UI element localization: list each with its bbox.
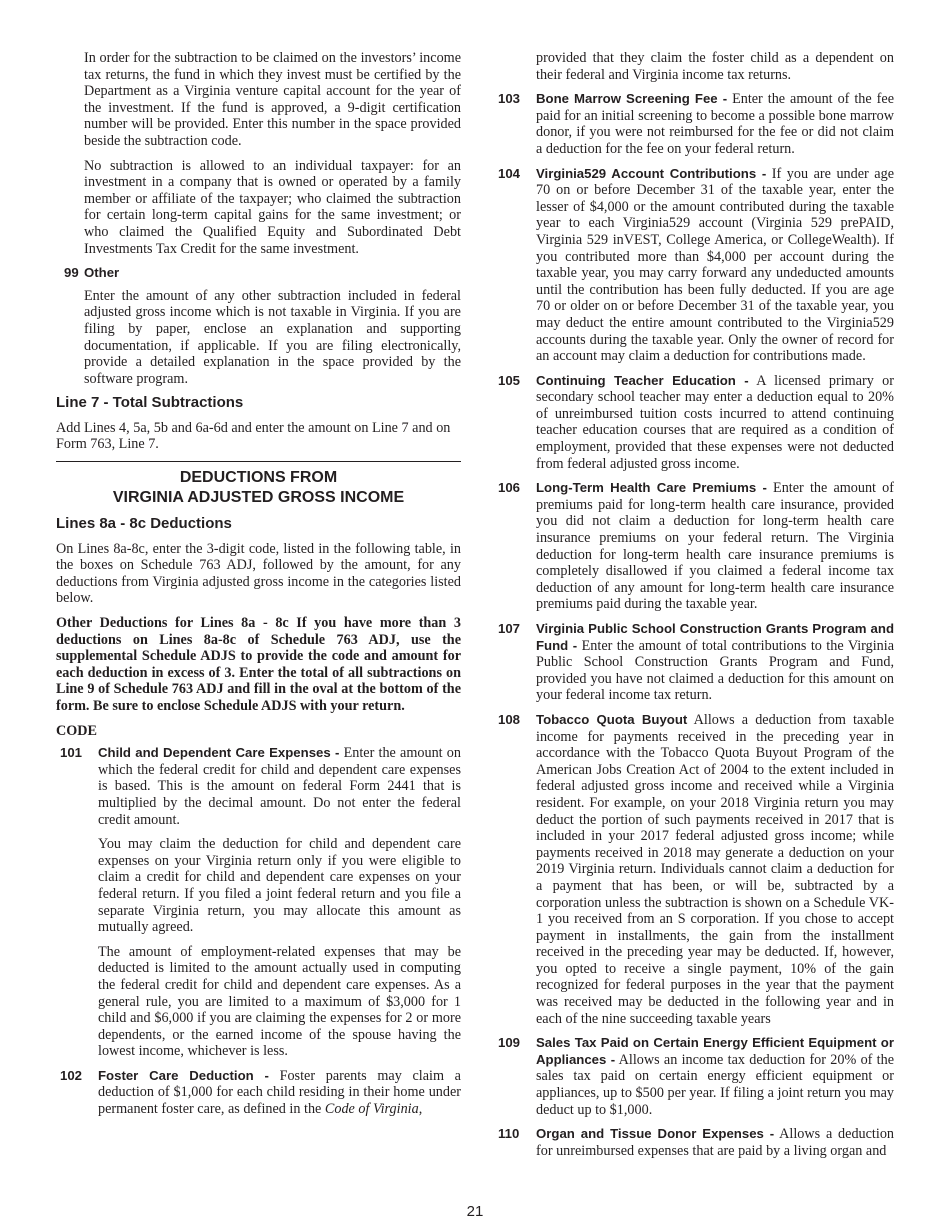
lines-8-text: On Lines 8a-8c, enter the 3-digit code, listed in the following table, in the boxes on Schedule 763 ADJ, followed by the amount, for any deductions from Virginia adjusted gross income in the categories listed below. <box>56 540 461 607</box>
deductions-title-line-2: VIRGINIA ADJUSTED GROSS INCOME <box>112 489 405 507</box>
code-109-title: Sales Tax Paid on Certain Energy Efficient Equipment or Appliances - <box>536 1035 894 1067</box>
deductions-title-line-1: DEDUCTIONS FROM <box>179 469 338 487</box>
code-101-paragraph-2: You may claim the deduction for child and dependent care expenses on your Virginia return only if you were eligible to claim a credit for child and dependent care expenses on your federal return. If you filed a joint federal return and you file a separate Virginia return, you may allocate this amount as mutually agreed. <box>98 836 461 936</box>
code-110-title: Organ and Tissue Donor Expenses - <box>536 1126 775 1142</box>
code-103-title: Bone Marrow Screening Fee - <box>536 91 728 107</box>
code-106-title: Long-Term Health Care Premiums - <box>536 480 767 496</box>
code-105-title: Continuing Teacher Education - <box>536 372 749 388</box>
code-101-text: Enter the amount on which the federal credit for child and dependent care expenses is based. This is the amount on federal Form 2441 that is multiplied by the decimal amount. Do not enter the federal credit amount. <box>98 745 461 828</box>
section-divider <box>56 461 461 462</box>
code-103-number: 103 <box>498 91 521 107</box>
code-103-entry <box>494 91 894 157</box>
page-number: 21 <box>466 1203 484 1220</box>
code-106-number: 106 <box>498 480 521 496</box>
code-102-text: Foster parents may claim a deduction of $1,000 for each child residing in their home under permanent foster care, as defined in the <box>98 1067 461 1118</box>
code-106-text: Enter the amount of premiums paid for long-term health care insurance, provided you did not claim a deduction for long-term health care insurance premiums on your federal return. The Virginia deduction for long-term health care insurance premiums is completely disallowed if you claimed a federal income tax deduction of any amount for long-term health care insurance premiums paid during the taxable year. <box>536 480 895 613</box>
code-102-continuation: provided that they claim the foster child as a dependent on their federal and Virginia income tax returns. <box>536 50 894 83</box>
item-99-text: Enter the amount of any other subtraction included in federal adjusted gross income which is not taxable in Virginia. If you are filing by paper, enclose an explanation and supporting documentation, if applicable. If you are filing electronically, provide a detailed explanation in the space provided by the software program. <box>84 287 461 387</box>
item-99-title: Other <box>84 265 120 281</box>
code-108-number: 108 <box>498 711 521 727</box>
left-column <box>56 50 461 1126</box>
code-102-text-end: , <box>418 1101 423 1118</box>
code-107-entry <box>494 621 894 704</box>
code-103-text: Enter the amount of the fee paid for an initial screening to become a possible bone marrow donor, if you were not reimbursed for the fee or did not claim a deduction for the fee on your federal return. <box>536 91 894 157</box>
code-104-title: Virginia529 Account Contributions - <box>536 165 767 181</box>
code-101-number: 101 <box>60 745 83 761</box>
code-109-number: 109 <box>498 1035 521 1051</box>
code-108-text: Allows a deduction from taxable income for payments received in the preceding year in accordance with the Tobacco Quota Buyout Program of the American Jobs Creation Act of 2004 to the extent included in federal adjusted gross income and received while a Virginia resident. For example, on your 2018 Virginia return you may deduct the portion of such payments received in 2017 that is included in your 2017 federal adjusted gross income; while payments received in 2018 may generate a deduction on your 2019 Virginia return. Individuals cannot claim a deduction for a payment that has been, or will be, subtracted by a corporation unless the subtraction is shown on a Schedule VK-1 you received from an S corporation. If you chose to accept payment in installments, the gain from the installment received in the preceding year may be deducted. If, however, you opted to receive a single payment, 10% of the gain recognized for federal purposes in the year that the payment was received may be deducted in the following year and in each of the nine succeeding taxable years <box>536 711 894 1027</box>
code-101-paragraph-3: The amount of employment-related expenses that may be deducted is limited to the amount actually used in computing the federal credit for child and dependent care expenses. As a general rule, you are limited to a maximum of $3,000 for 1 child and $6,000 if you are claiming the expenses for 2 or more dependents, or the earned income of the spouse having the lowest income, whichever is less. <box>98 943 461 1060</box>
code-105-entry <box>494 373 894 473</box>
code-105-text: A licensed primary or secondary school teacher may enter a deduction equal to 20% of unreimbursed tuition costs incurred to attend continuing teacher education courses that are required as a condition of employment, provided that these expenses were not deducted from federal adjusted gross income. <box>536 372 894 472</box>
item-99-heading <box>56 265 461 282</box>
code-107-title: Virginia Public School Construction Grants Program and Fund - <box>536 621 894 653</box>
code-label: CODE <box>56 722 97 739</box>
code-of-virginia-reference: Code of Virginia <box>324 1101 419 1118</box>
code-110-entry <box>494 1126 894 1159</box>
deductions-section-title <box>56 468 461 508</box>
line-7-text: Add Lines 4, 5a, 5b and 6a-6d and enter the amount on Line 7 and on Form 763, Line 7. <box>56 419 451 453</box>
code-104-entry <box>494 166 894 365</box>
no-subtraction-paragraph: No subtraction is allowed to an individual taxpayer: for an investment in a company that is owned or operated by a family member or affiliate of the taxpayer; who claimed the subtraction for certain long-term capital gains for the same investment; or who claimed the Qualified Equity and Subordinated Debt Investments Tax Credit for the same investment. <box>84 157 461 257</box>
line-7-heading: Line 7 - Total Subtractions <box>56 394 244 412</box>
lines-8-heading: Lines 8a - 8c Deductions <box>56 515 232 533</box>
code-108-entry <box>494 712 894 1027</box>
venture-capital-paragraph: In order for the subtraction to be claimed on the investors’ income tax returns, the fund in which they invest must be certified by the Department as a Virginia venture capital account for the year of the investment. If the fund is approved, a 9-digit certification number will be provided. Enter this number in the space provided beside the subtraction code. <box>84 50 461 149</box>
code-102-entry <box>56 1068 461 1118</box>
code-109-entry <box>494 1035 894 1118</box>
code-107-number: 107 <box>498 621 521 636</box>
code-108-title: Tobacco Quota Buyout <box>536 711 688 727</box>
code-110-text: Allows a deduction for unreimbursed expenses that are paid by a living organ and <box>536 1126 895 1159</box>
code-107-text: Enter the amount of total contributions to the Virginia Public School Construction Grants Program and Fund, provided you have not claimed a deduction for this amount on your federal income tax return. <box>536 637 894 704</box>
item-99-number: 99 <box>64 265 79 281</box>
code-104-text: If you are under age 70 on or before December 31 of the taxable year, enter the lesser of $4,000 or the amount contributed during the taxable year to each Virginia529 account (Virginia 529 prePAID, Virginia 529 inVEST, College America, or CollegeWealth). If you contributed more than $4,000 per account during the taxable year, you may carry forward any undeducted amounts until the contribution has been fully deducted. If you are age 70 or older on or before December 31 of the taxable year, you may deduct the entire amount contributed to the Virginia529 accounts during the taxable year. Only the owner of record for an account may claim a deduction for contributions made. <box>536 165 894 365</box>
code-101-entry <box>56 745 461 828</box>
code-110-number: 110 <box>498 1126 520 1142</box>
code-106-entry <box>494 480 894 613</box>
code-109-text: Allows an income tax deduction for 20% of the sales tax paid on certain energy efficient equipment or appliances, up to $500 per year. If filing a joint return you may deduct up to $1,000. <box>536 1051 894 1118</box>
code-105-number: 105 <box>498 372 521 388</box>
right-column <box>494 50 894 1167</box>
code-102-number: 102 <box>60 1067 83 1083</box>
other-deductions-paragraph: Other Deductions for Lines 8a - 8c If you have more than 3 deductions on Lines 8a-8c of Schedule 763 ADJ, use the supplemental Schedule ADJS to provide the code and amount for each deduction in excess of 3. Enter the total of all subtractions on Line 9 of Schedule 763 ADJ and fill in the oval at the bottom of the form. Be sure to enclose Schedule ADJS with your return. <box>56 615 461 714</box>
code-102-title: Foster Care Deduction - <box>98 1067 269 1083</box>
code-104-number: 104 <box>498 165 521 181</box>
code-101-title: Child and Dependent Care Expenses - <box>98 745 340 761</box>
